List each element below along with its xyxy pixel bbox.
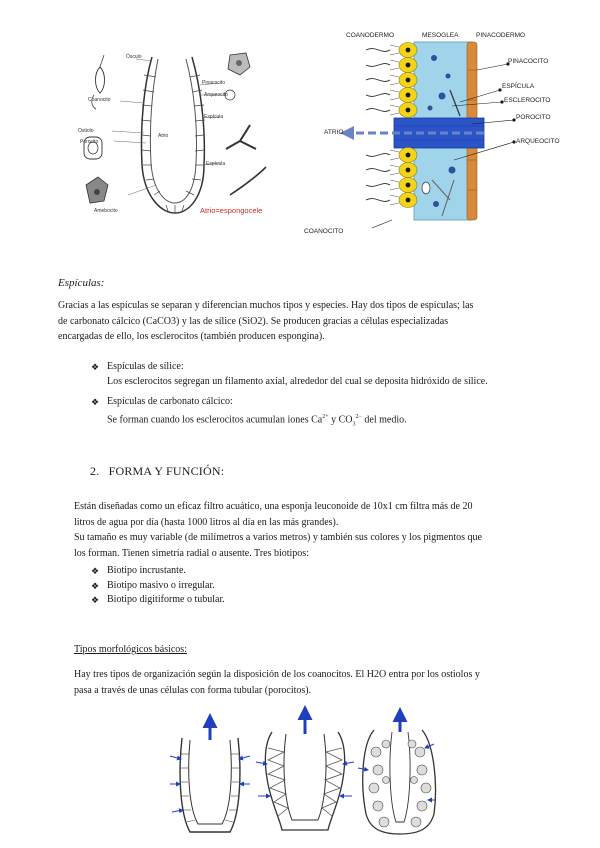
section-number: 2. <box>90 464 100 478</box>
label-ostiolo: Ostiolo <box>78 128 94 134</box>
bullet-text: Los esclerocitos segregan un filamento axial, alrededor del cual se deposita hidróxido de sílice. <box>107 375 488 387</box>
diamond-bullet-icon: ❖ <box>91 362 100 372</box>
label-pinacodermo: PINACODERMO <box>476 32 526 39</box>
label-amebocito: Amebocito <box>94 208 118 214</box>
sponge-anatomy-drawing <box>70 45 300 225</box>
choanocyte-nucleus <box>406 108 411 113</box>
espiculas-line-2: de carbonato cálcico (CaCO3) y las de sílice (SiO2). Se producen gracias a células especializadas <box>58 315 449 327</box>
choanocyte-nucleus <box>406 153 411 158</box>
biotipos-list <box>91 564 407 608</box>
label-espicula: Espícula <box>204 114 224 120</box>
label-coanocito: Coanocito <box>88 97 111 103</box>
diamond-bullet-icon: ❖ <box>91 566 100 576</box>
choanocyte-nucleus <box>406 78 411 83</box>
diamond-bullet-icon: ❖ <box>91 397 100 407</box>
choanocyte-collar <box>390 150 399 160</box>
espiculas-line-1: Gracias a las espículas se separan y diferencian muchos tipos y especies. Hay dos tipos de espículas; las <box>58 300 474 311</box>
forma-line-4: los forman. Tienen simetría radial o ausente. Tres biotipos: <box>74 547 309 559</box>
label-osculo: Ósculo <box>126 54 142 60</box>
sponge-types-figure <box>168 704 438 840</box>
label-porocito-r: POROCITO <box>516 114 551 121</box>
choanocyte-nucleus <box>406 48 411 53</box>
sponge-wall-figure <box>302 30 592 245</box>
espiculas-line-3: encargadas de ello, los esclerocitos (también producen espongina). <box>58 331 325 342</box>
choanocyte-flagellum <box>366 169 390 172</box>
leuconoid-sponge <box>358 710 436 834</box>
espiculas-bullet-carbonato <box>91 395 567 431</box>
tipos-line-2: pasa a través de unas células con forma tubular (porocitos). <box>74 684 312 696</box>
bullet-heading: Espículas de carbonato cálcico: <box>107 396 233 407</box>
forma-line-2: litros de agua por día (hasta 1000 litros al día en las más grandes). <box>74 516 339 528</box>
choanocyte-nucleus <box>406 168 411 173</box>
choanocyte-flagellum <box>366 94 390 97</box>
list-item: ❖ Biotipo incrustante. <box>107 564 407 579</box>
choanocyte-collar <box>390 105 399 115</box>
list-item: ❖ Biotipo masivo o irregular. <box>107 579 407 594</box>
bullet-text: Se forman cuando los esclerocitos acumulan iones $Ca^{2+}$ y $CO_3^{2-}$ del medio. <box>107 413 407 427</box>
choanocyte-collar <box>390 180 399 190</box>
choanocyte-flagellum <box>366 49 390 52</box>
bullet-heading: Espículas de sílice: <box>107 361 184 372</box>
list-item: ❖ Biotipo digitiforme o tubular. <box>107 593 407 608</box>
choanocyte-collar <box>390 60 399 70</box>
label-porocito: Porocito <box>80 139 99 145</box>
label-espicula-2: Espícula <box>206 161 226 167</box>
tipos-paragraph <box>74 667 564 698</box>
label-esclerocito: ESCLEROCITO <box>504 97 551 104</box>
label-pinacocito-r: PINACOCITO <box>508 58 549 65</box>
diamond-bullet-icon: ❖ <box>91 580 100 591</box>
choanocyte-nucleus <box>406 183 411 188</box>
atrio-note: Atrio=espongocele <box>200 206 263 215</box>
choanocyte-nucleus <box>406 198 411 203</box>
label-espicula-r: ESPÍCULA <box>502 83 535 90</box>
forma-line-3: Su tamaño es muy variable (de milímetros a varios metros) y también sus colores y los pigmentos que <box>74 532 482 543</box>
choanocyte-collar <box>390 90 399 100</box>
label-arqueocito: Arqueocito <box>204 92 228 98</box>
choanocyte-flagellum <box>366 109 390 112</box>
tipos-title: Tipos morfológicos básicos: <box>74 644 187 655</box>
espiculas-title: Espículas: <box>58 277 105 289</box>
section-title: FORMA Y FUNCIÓN: <box>108 464 225 478</box>
forma-line-1: Están diseñadas como un eficaz filtro acuático, una esponja leuconoide de 10x1 cm filtra más de 20 <box>74 501 473 512</box>
label-atrio: Atrio <box>158 133 169 139</box>
choanocyte-flagellum <box>366 184 390 187</box>
sponge-anatomy-figure <box>70 45 300 225</box>
section-heading-forma <box>90 464 224 479</box>
asconoid-sponge <box>170 716 250 832</box>
choanocyte-collar <box>390 195 399 205</box>
forma-paragraph <box>74 499 564 561</box>
tipos-line-1: Hay tres tipos de organización según la disposición de los coanocitos. El H2O entra por los ostiolos y <box>74 669 480 680</box>
label-pinacocito: Pinacocito <box>202 80 226 86</box>
label-atrio-r: ATRIO <box>324 129 344 136</box>
choanocyte-flagellum <box>366 199 390 202</box>
syconoid-sponge <box>256 708 354 830</box>
sponge-types-drawing <box>168 704 438 840</box>
espiculas-paragraph <box>58 298 558 345</box>
choanocyte-collar <box>390 75 399 85</box>
label-mesoglea: MESOGLEA <box>422 32 459 39</box>
choanocyte-nucleus <box>406 63 411 68</box>
label-arqueocito-r: ARQUEOCITO <box>516 138 560 145</box>
label-coanodermo-top: COANODERMO <box>346 32 395 39</box>
choanocyte-collar <box>390 45 399 55</box>
diamond-bullet-icon: ❖ <box>91 595 100 605</box>
choanocyte-collar <box>390 165 399 175</box>
choanocyte-flagellum <box>366 79 390 82</box>
espiculas-bullet-silice <box>91 360 567 389</box>
choanocyte-flagellum <box>366 64 390 67</box>
label-coanocito-r: COANOCITO <box>304 228 344 235</box>
choanocyte-flagellum <box>366 154 390 157</box>
choanocyte-nucleus <box>406 93 411 98</box>
